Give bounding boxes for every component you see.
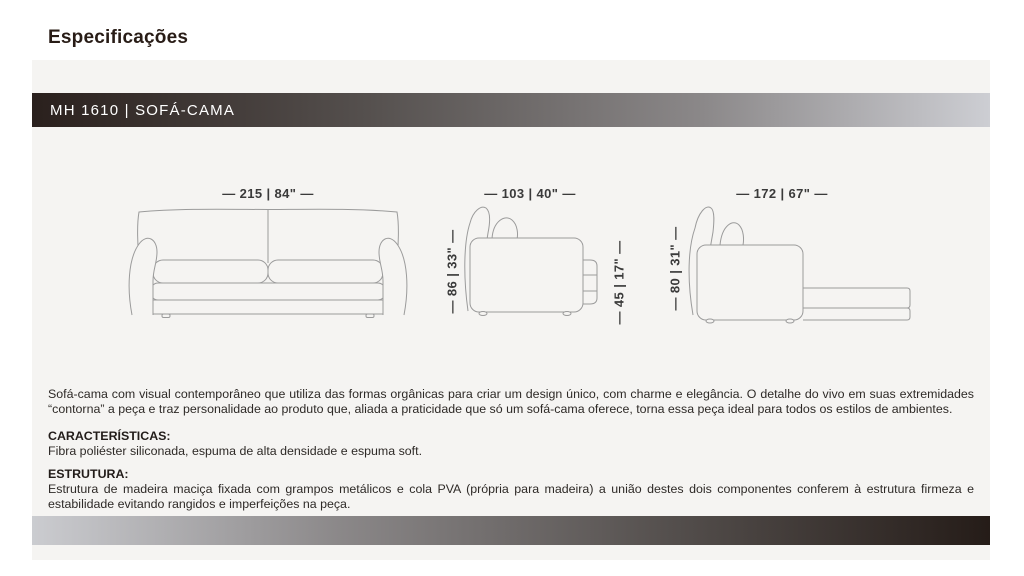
sofa-side-view-drawing [455, 203, 605, 321]
side-view-seat-height-label: — 45 | 17" — [611, 240, 627, 325]
open-view-width-label: — 172 | 67" — [736, 186, 828, 201]
side-view-width-label: — 103 | 40" — [484, 186, 576, 201]
model-label: MH 1610 | SOFÁ-CAMA [50, 101, 236, 119]
footer-gradient-bar [32, 516, 990, 545]
page-title: Especificações [48, 27, 189, 48]
sofa-open-bed-drawing [682, 200, 914, 324]
caracteristicas-heading: CARACTERÍSTICAS: [48, 429, 171, 443]
sofa-front-view-drawing [126, 203, 410, 321]
model-header-bar [32, 93, 990, 127]
open-view-height-label: — 80 | 31" — [667, 226, 683, 311]
product-description: Sofá-cama com visual contemporâneo que utiliza das formas orgânicas para criar um design único, com charme e elegância. O detalhe do vivo em suas extremidades “contorna” a peça e traz personalidade ao produto que, aliada a praticidade que só um sofá-cama oferece, torna essa peça ideal para todos os estilos de ambientes. [48, 387, 974, 416]
front-view-width-label: — 215 | 84" — [222, 186, 314, 201]
side-view-height-label: — 86 | 33" — [444, 229, 460, 314]
spec-panel [32, 60, 990, 560]
estrutura-text: Estrutura de madeira maciça fixada com grampos metálicos e cola PVA (própria para madeira) a união destes dois componentes conferem à estrutura firmeza e estabilidade evitando rangidos e imperfeições na peça. [48, 482, 974, 511]
estrutura-heading: ESTRUTURA: [48, 467, 129, 481]
caracteristicas-text: Fibra poliéster siliconada, espuma de alta densidade e espuma soft. [48, 444, 423, 458]
